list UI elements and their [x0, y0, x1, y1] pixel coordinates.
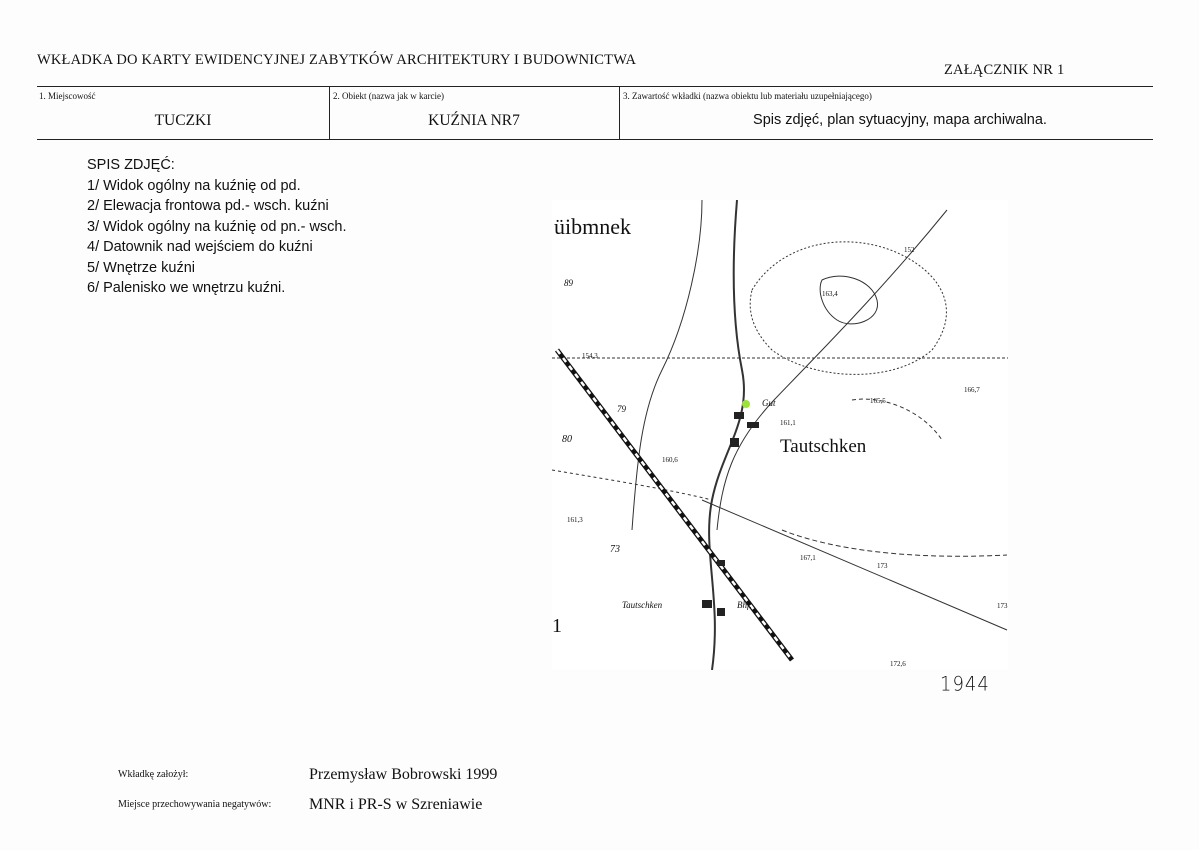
- map-label: 172,6: [890, 660, 906, 668]
- field-object-value: KUŹNIA NR7: [428, 112, 520, 129]
- map-label: Tautschken: [622, 600, 663, 610]
- photo-list: [87, 155, 347, 299]
- map-building: [717, 608, 725, 616]
- photo-list-item: 4/ Datownik nad wejściem do kuźni: [87, 239, 313, 255]
- map-year-handwritten: 1944: [940, 672, 990, 697]
- map-building: [730, 438, 739, 447]
- map-label: üibmnek: [554, 214, 631, 239]
- map-building: [734, 412, 744, 419]
- photo-list-item: 5/ Wnętrze kuźni: [87, 259, 195, 276]
- map-building: [702, 600, 712, 608]
- map-label: 73: [610, 544, 620, 555]
- map-label: 163,4: [822, 290, 838, 298]
- archival-map: [552, 200, 1008, 670]
- photo-list-item: 6/ Palenisko we wnętrzu kuźni.: [87, 280, 286, 296]
- table-divider-2: [619, 87, 620, 139]
- map-label: 166,7: [964, 386, 980, 394]
- founded-by-value: Przemysław Bobrowski 1999: [309, 766, 498, 783]
- field-contents-value: Spis zdjęć, plan sytuacyjny, mapa archiwalna.: [753, 112, 1047, 128]
- map-label: Tautschken: [780, 436, 867, 457]
- map-label: 89: [564, 278, 573, 288]
- map-label: 173: [877, 562, 888, 570]
- map-label: Gut: [762, 398, 776, 408]
- field-contents-label: 3. Zawartość wkładki (nazwa obiektu lub materiału uzupełniającego): [623, 91, 872, 101]
- map-label: 1: [552, 615, 562, 637]
- annex-number: ZAŁĄCZNIK NR 1: [944, 62, 1065, 78]
- table-top-rule: [37, 86, 1153, 87]
- map-label: 173: [997, 602, 1008, 610]
- table-bottom-rule: [37, 139, 1153, 140]
- founded-by-label: Wkładkę założył:: [118, 769, 189, 780]
- sheet-title: WKŁADKA DO KARTY EWIDENCYJNEJ ZABYTKÓW ARCHITEKTURY I BUDOWNICTWA: [37, 52, 637, 68]
- photo-list-item: 1/ Widok ogólny na kuźnię od pd.: [87, 177, 301, 194]
- negatives-storage-label: Miejsce przechowywania negatywów:: [118, 799, 272, 810]
- map-label: 160,6: [662, 456, 678, 464]
- photo-list-item: 3/ Widok ogólny na kuźnię od pn.- wsch.: [87, 218, 347, 235]
- map-label: 152: [904, 246, 915, 254]
- map-label: 165,5: [870, 397, 886, 405]
- map-building: [747, 422, 759, 428]
- field-object-label: 2. Obiekt (nazwa jak w karcie): [333, 91, 444, 101]
- map-forge-marker: [742, 400, 750, 408]
- map-label: 80: [562, 434, 572, 445]
- map-label: 154,3: [582, 352, 598, 360]
- map-building: [717, 560, 725, 566]
- field-locality-label: 1. Miejscowość: [39, 91, 96, 101]
- negatives-storage-value: MNR i PR-S w Szreniawie: [309, 796, 483, 813]
- map-label: 79: [617, 404, 626, 414]
- map-label: 161,3: [567, 516, 583, 524]
- map-label: 161,1: [780, 419, 796, 427]
- map-label: Bhf.: [737, 600, 752, 610]
- photo-list-item: 2/ Elewacja frontowa pd.- wsch. kuźni: [87, 198, 329, 214]
- field-locality-value: TUCZKI: [154, 112, 212, 129]
- map-label: 167,1: [800, 554, 816, 562]
- photo-list-heading: SPIS ZDJĘĆ:: [87, 157, 175, 173]
